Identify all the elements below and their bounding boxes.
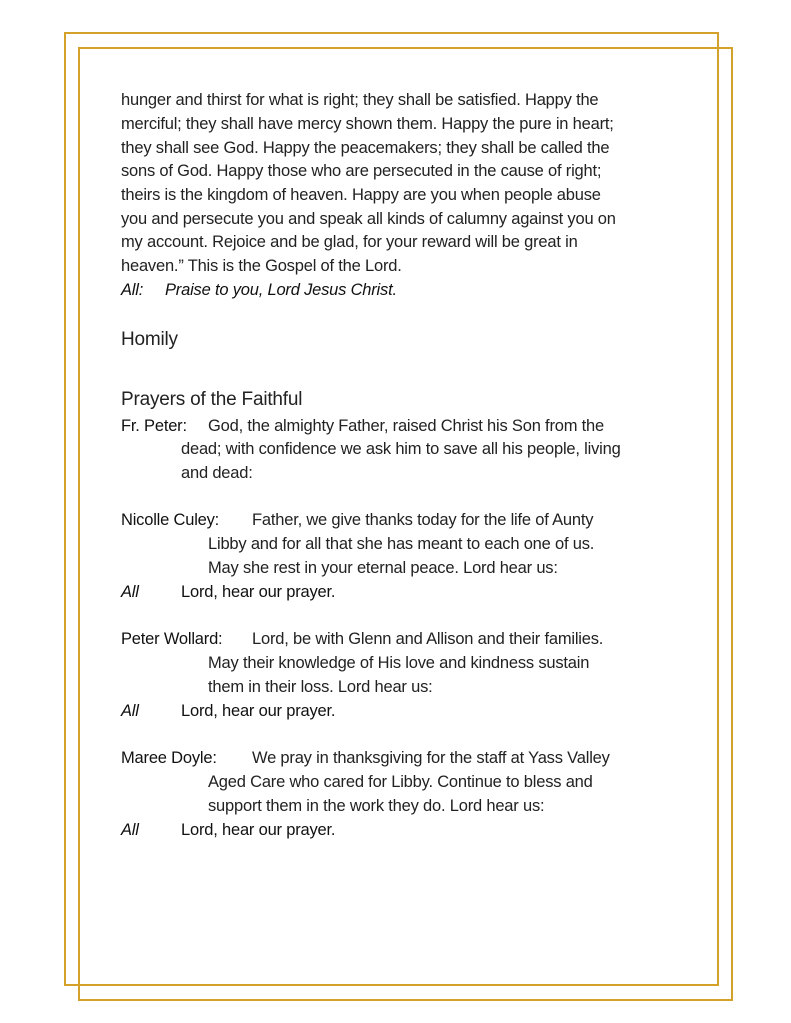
response-text: Lord, hear our prayer. [181, 583, 336, 601]
prayer-line: May their knowledge of His love and kindness sustain [208, 654, 590, 672]
speaker-name: Nicolle Culey: [121, 511, 220, 529]
gospel-line: theirs is the kingdom of heaven. Happy are you when people abuse [121, 186, 601, 204]
prayer-line: Father, we give thanks today for the life of Aunty [252, 511, 594, 529]
prayer-line: We pray in thanksgiving for the staff at Yass Valley [252, 749, 610, 767]
prayer-line: them in their loss. Lord hear us: [208, 678, 433, 696]
speaker-name: Maree Doyle: [121, 749, 217, 767]
prayer-response [121, 699, 336, 723]
gospel-line: hunger and thirst for what is right; they shall be satisfied. Happy the [121, 91, 599, 109]
speaker-name: Peter Wollard: [121, 630, 223, 648]
prayers-heading: Prayers of the Faithful [121, 389, 303, 410]
gospel-line: merciful; they shall have mercy shown them. Happy the pure in heart; [121, 115, 614, 133]
speaker-name: Fr. Peter: [121, 417, 187, 435]
gospel-line: you and persecute you and speak all kinds of calumny against you on [121, 210, 616, 228]
gospel-line: my account. Rejoice and be glad, for your reward will be great in [121, 233, 578, 251]
prayer-line: Libby and for all that she has meant to each one of us. [208, 535, 595, 553]
response-label: All: [121, 281, 144, 299]
prayer-line: May she rest in your eternal peace. Lord hear us: [208, 559, 558, 577]
prayer-line: God, the almighty Father, raised Christ his Son from the [208, 417, 604, 435]
prayer-line: support them in the work they do. Lord hear us: [208, 797, 545, 815]
prayer-line: and dead: [181, 464, 253, 482]
gospel-response [121, 278, 397, 302]
prayer-response [121, 818, 336, 842]
response-text: Lord, hear our prayer. [181, 702, 336, 720]
response-text: Lord, hear our prayer. [181, 821, 336, 839]
gospel-line: they shall see God. Happy the peacemakers; they shall be called the [121, 139, 610, 157]
response-text: Praise to you, Lord Jesus Christ. [165, 281, 397, 299]
prayer-line: Aged Care who cared for Libby. Continue to bless and [208, 773, 593, 791]
prayer-response [121, 580, 336, 604]
response-label: All [121, 583, 139, 601]
gospel-line: heaven.” This is the Gospel of the Lord. [121, 257, 402, 275]
prayer-line: dead; with confidence we ask him to save all his people, living [181, 440, 621, 458]
homily-heading: Homily [121, 329, 178, 350]
response-label: All [121, 821, 139, 839]
gospel-line: sons of God. Happy those who are persecuted in the cause of right; [121, 162, 602, 180]
prayer-line: Lord, be with Glenn and Allison and their families. [252, 630, 604, 648]
response-label: All [121, 702, 139, 720]
